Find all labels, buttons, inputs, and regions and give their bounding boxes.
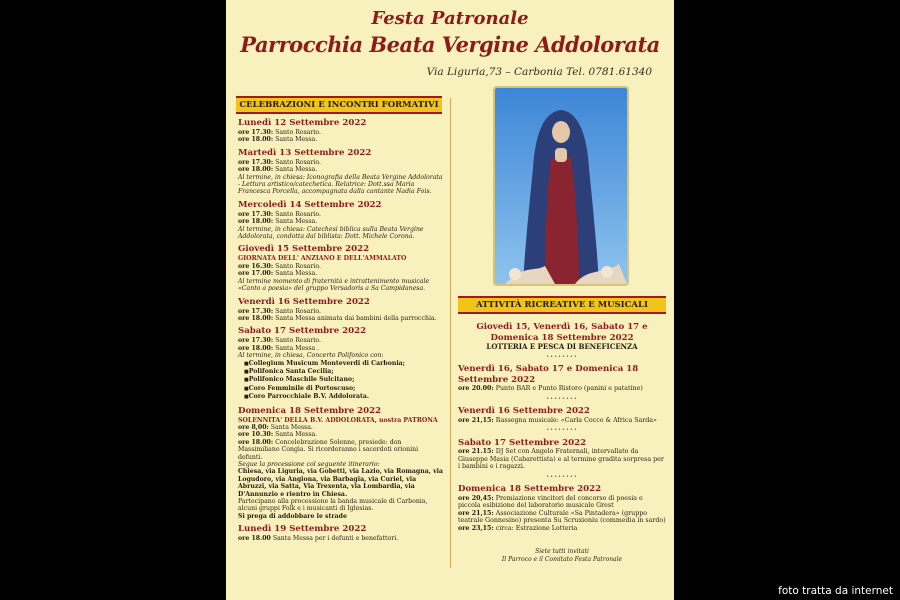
day-title: Lunedì 12 Settembre 2022 [238,118,367,128]
time-label: ore 17.30: [238,129,274,136]
street-decoration-note: Si prega di addobbare le strade [238,512,347,520]
choir-item: ■ Polifonica Santa Cecilia; [238,368,444,376]
schedule-line: ore 17.30: Santo Rosario. [238,210,321,218]
day-note: Al termine, in chiesa: Catechesi biblica sulla Beata Vergine Addolorata, condotta dal biblista: Dott. Michele Corona. [238,225,424,241]
time-label: ore 17.30: [238,158,274,166]
day-note: Al termine, in chiesa, Concerto Polifonico con: [238,352,384,360]
day-title: Lunedì 19 Settembre 2022 [238,524,367,535]
choir-item: ■ Collegium Musicum Monteverdi di Carbonia; [238,360,444,368]
time-label: ore 17.30: [238,210,274,218]
lottery-days: Giovedì 15, Venerdì 16, Sabato 17 e Domenica 18 Settembre 2022 [476,322,648,343]
madonna-statue-image [493,86,629,286]
choir-item: ■ Polifonico Maschile Sulcitano; [238,376,444,384]
lottery-text: LOTTERIA E PESCA DI BENEFICENZA [486,342,638,351]
column-divider [450,98,451,568]
schedule-line: ore 18.00: Santa Messa. [238,166,318,174]
day-title: Domenica 18 Settembre 2022 [238,405,382,416]
day-subtitle: GIORNATA DELL' ANZIANO E DELL'AMMALATO [238,255,407,263]
closing-signature: Il Parroco e il Comitato Festa Patronale [501,555,623,563]
day-title: Mercoledì 14 Settembre 2022 [238,199,382,210]
schedule-line: ore 17.00: Santa Messa. [238,270,318,278]
schedule-line: ore 20.00: Punto BAR e Punto Ristoro (panini e patatine) [458,385,643,392]
time-label: ore 18.00: [238,166,274,174]
festa-title: Festa Patronale [371,8,529,29]
schedule-line: ore 20,45: Premiazione vincitori del concorso di poesia e piccola esibizione del laboratorio musicale Grest [458,494,643,509]
procession-route: Chiesa, via Liguria, via Gobetti, via Lazio, via Romagna, via Logudoro, via Angiona, via Barbagia, via Curiel, via Abruzzi, via Satta, Via Trexenta, via Lombardia, via D'Annunzio e rientro in Chiesa. [238,468,444,498]
schedule-line: ore 17.30: Santo Rosario. [238,129,321,136]
event-day-title: Sabato 17 Settembre 2022 [458,437,587,448]
schedule-line: ore 17.30: Santo Rosario. [238,307,321,315]
event-day-title: Domenica 18 Settembre 2022 [458,484,602,494]
schedule-line: ore 17.30: Santo Rosario. [238,158,321,166]
celebrations-list [238,118,444,543]
day-title: Martedì 13 Settembre 2022 [238,147,372,158]
schedule-line: ore 18.00: Santa Messa animata dai bambini della parrocchia. [238,314,437,322]
schedule-line: ore 21,15: Rassegna musicale: «Carla Cocco & Africa Sarda» [458,416,657,424]
time-label: ore 8,00: [238,423,269,431]
activities-list [458,320,666,563]
schedule-line: ore 10.30: Santa Messa. [238,431,318,439]
time-label: ore 10.30: [238,431,274,439]
time-label: ore 18.00: [238,218,274,226]
schedule-line: ore 18.00: Santa Messa . [238,344,320,352]
procession-note: Partecipano alla processione la banda musicale di Carbonia, alcuni gruppi Folk e i musicanti di Iglesias. [238,498,428,513]
photo-credit: foto tratta da internet [775,584,896,598]
day-note: Al termine momento di fraternità e intrattenimento musicale «Canto a poesia» del gruppo Versadoris a Sa Campidanesa. [238,277,430,293]
event-day-title: Venerdì 16 Settembre 2022 [458,406,590,416]
separator: •••••••• [546,395,578,402]
schedule-line: ore 18.00 Santa Messa per i defunti e benefattori. [238,535,399,543]
separator: •••••••• [546,473,578,480]
schedule-line: ore 21.15: DJ Set con Angelo Fraternali, intervallato da Giuseppe Masia (Cabarettista) e al termine gradita sorpresa per i bambini e i ragazzi. [458,448,664,470]
parish-address: Via Liguria,73 – Carbonia Tel. 0781.61340 [426,66,652,78]
time-label: ore 21.15: [458,448,494,455]
closing-invite: Siete tutti invitati [535,548,589,555]
time-label: ore 17.30: [238,307,274,315]
schedule-line: ore 18.00: Concelebrazione Solenne, presiede: don Massimiliano Congia. Si ricorderanno i sacerdoti orionini defunti. [238,438,419,461]
schedule-line: ore 23,15: circa: Estrazione Lotteria [458,524,578,532]
time-label: ore 21,15: [458,509,494,517]
time-label: ore 20.00: [458,385,494,392]
time-label: ore 18.00 [238,535,271,543]
day-note: Al termine, in chiesa: Iconografia della Beata Vergine Addolorata - Lettura artistico/catechetica. Relatrice: Dott.ssa Maria Francesca Porcella, accompagnata dalla cantante Nadia Fois. [238,173,443,196]
time-label: ore 18.00: [238,136,274,144]
day-note: Segue la processione col seguente itinerario: [238,461,380,468]
choir-item: ■ Coro Femminile di Portoscuso; [238,385,444,393]
day-title: Giovedì 15 Settembre 2022 [238,244,370,255]
time-label: ore 18.00: [238,438,274,446]
time-label: ore 23,15: [458,524,494,532]
time-label: ore 18.00: [238,314,274,322]
festival-poster [226,0,674,600]
schedule-line: ore 18.00: Santa Messa. [238,218,318,226]
celebrations-banner: CELEBRAZIONI E INCONTRI FORMATIVI [236,96,442,114]
separator: •••••••• [546,353,578,360]
parish-title: Parrocchia Beata Vergine Addolorata [240,32,660,57]
day-title: Sabato 17 Settembre 2022 [238,326,367,337]
schedule-line: ore 18.00: Santa Messa. [238,136,318,144]
schedule-line: ore 8,00: Santa Messa. [238,423,313,431]
event-day-title: Venerdì 16, Sabato 17 e Domenica 18 Settembre 2022 [458,364,639,385]
time-label: ore 17.30: [238,337,274,345]
schedule-line: ore 16.30: Santo Rosario. [238,262,321,270]
separator: •••••••• [546,427,578,433]
choir-item: ■ Coro Parrocchiale B.V. Addolorata. [238,393,444,401]
time-label: ore 20,45: [458,494,494,502]
schedule-line: ore 21,15: Associazione Culturale «Sa Pintadera» (gruppo teatrale Gonnesino) presenta Su Scruxioniu (commedia in sardo) [458,509,666,524]
statue-illustration [495,88,627,284]
time-label: ore 21,15: [458,416,494,424]
time-label: ore 17.00: [238,270,274,278]
day-title: Venerdì 16 Settembre 2022 [238,296,370,307]
day-subtitle: SOLENNITA' DELLA B.V. ADDOLORATA, nostra PATRONA [238,416,438,424]
time-label: ore 16.30: [238,262,274,270]
schedule-line: ore 17.30: Santo Rosario. [238,337,321,345]
activities-banner: ATTIVITÀ RICREATIVE E MUSICALI [458,296,666,314]
time-label: ore 18.00: [238,344,274,352]
